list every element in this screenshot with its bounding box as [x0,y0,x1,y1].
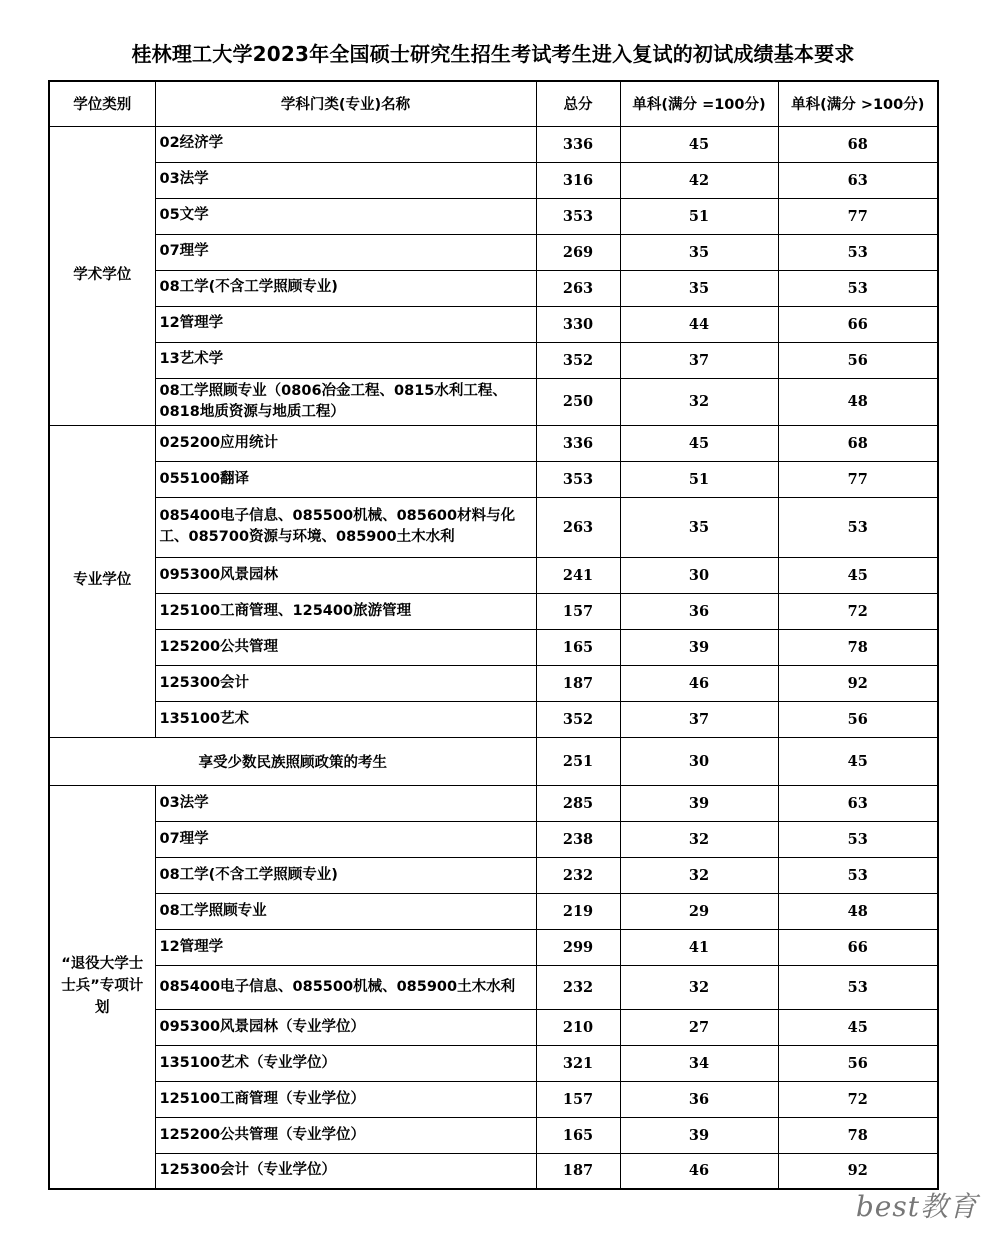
subject-name-cell: 025200应用统计 [155,425,536,461]
subject-name-cell: 08工学照顾专业 [155,893,536,929]
subject-name-cell: 055100翻译 [155,461,536,497]
total-score-cell: 330 [536,306,620,342]
single-100-cell: 36 [620,1081,778,1117]
total-score-cell: 353 [536,461,620,497]
total-score-cell: 157 [536,593,620,629]
subject-name-cell: 135100艺术 [155,701,536,737]
single-100-cell: 37 [620,342,778,378]
table-row [49,893,938,929]
subject-name-cell: 12管理学 [155,306,536,342]
subject-name-cell: 125200公共管理（专业学位） [155,1117,536,1153]
total-score-cell: 165 [536,629,620,665]
single-over-100-cell: 92 [778,1153,938,1189]
subject-name-cell: 02经济学 [155,126,536,162]
subject-name-cell: 03法学 [155,162,536,198]
single-over-100-cell: 77 [778,461,938,497]
table-row [49,342,938,378]
table-row-minority [49,737,938,785]
single-over-100-cell: 63 [778,162,938,198]
subject-name-cell: 085400电子信息、085500机械、085900土木水利 [155,965,536,1009]
page-title: 桂林理工大学2023年全国硕士研究生招生考试考生进入复试的初试成绩基本要求 [131,42,855,66]
total-score-cell: 353 [536,198,620,234]
table-row [49,929,938,965]
table-row [49,821,938,857]
total-score-cell: 352 [536,342,620,378]
header-single-100: 单科(满分 =100分) [620,81,778,126]
table-row [49,593,938,629]
subject-name-cell: 08工学(不含工学照顾专业) [155,857,536,893]
header-total: 总分 [536,81,620,126]
single-100-cell: 41 [620,929,778,965]
total-score-cell: 316 [536,162,620,198]
single-100-cell: 32 [620,378,778,425]
subject-name-cell: 05文学 [155,198,536,234]
total-score-cell: 232 [536,857,620,893]
subject-name-cell: 125100工商管理、125400旅游管理 [155,593,536,629]
subject-name-cell: 08工学(不含工学照顾专业) [155,270,536,306]
total-score-cell: 321 [536,1045,620,1081]
single-100-cell: 35 [620,497,778,557]
header-single-over-100: 单科(满分 >100分) [778,81,938,126]
single-over-100-cell: 45 [778,1009,938,1045]
table-row [49,270,938,306]
single-over-100-cell: 45 [778,557,938,593]
single-over-100-cell: 72 [778,593,938,629]
table-row [49,162,938,198]
table-row [49,126,938,162]
degree-type-cell: “退役大学士士兵”专项计划 [49,785,155,1189]
single-over-100-cell: 63 [778,785,938,821]
table-row [49,306,938,342]
single-100-cell: 30 [620,557,778,593]
subject-name-cell: 12管理学 [155,929,536,965]
single-over-100-cell: 77 [778,198,938,234]
total-score-cell: 219 [536,893,620,929]
table-row [49,497,938,557]
single-over-100-cell: 66 [778,306,938,342]
subject-name-cell: 085400电子信息、085500机械、085600材料与化工、085700资源与环境、085900土木水利 [155,497,536,557]
single-100-cell: 51 [620,198,778,234]
total-score-cell: 165 [536,1117,620,1153]
total-score-cell: 250 [536,378,620,425]
single-over-100-cell: 68 [778,126,938,162]
total-score-cell: 238 [536,821,620,857]
single-100-cell: 29 [620,893,778,929]
total-score-cell: 299 [536,929,620,965]
table-row [49,1117,938,1153]
single-100-cell: 45 [620,425,778,461]
total-score-cell: 157 [536,1081,620,1117]
single-100-cell: 32 [620,857,778,893]
table-row [49,234,938,270]
subject-name-cell: 095300风景园林（专业学位） [155,1009,536,1045]
subject-name-cell: 095300风景园林 [155,557,536,593]
degree-type-cell: 专业学位 [49,425,155,737]
single-over-100-cell: 56 [778,342,938,378]
single-over-100-cell: 53 [778,857,938,893]
single-100-cell: 51 [620,461,778,497]
single-100-cell: 32 [620,965,778,1009]
subject-name-cell: 125300会计（专业学位） [155,1153,536,1189]
single-over-100-cell: 53 [778,270,938,306]
subject-name-cell: 07理学 [155,234,536,270]
subject-name-cell: 135100艺术（专业学位） [155,1045,536,1081]
total-score-cell: 269 [536,234,620,270]
single-100-cell: 35 [620,270,778,306]
table-row [49,785,938,821]
header-degree-type: 学位类别 [49,81,155,126]
single-100-cell: 39 [620,1117,778,1153]
single-over-100-cell: 68 [778,425,938,461]
total-score-cell: 210 [536,1009,620,1045]
subject-name-cell: 08工学照顾专业（0806冶金工程、0815水利工程、0818地质资源与地质工程） [155,378,536,425]
table-row [49,665,938,701]
subject-name-cell: 125300会计 [155,665,536,701]
subject-name-cell: 125100工商管理（专业学位） [155,1081,536,1117]
single-100-cell: 39 [620,629,778,665]
single-over-100-cell: 53 [778,821,938,857]
single-over-100-cell: 78 [778,629,938,665]
single-100-cell: 46 [620,1153,778,1189]
single-over-100-cell: 53 [778,965,938,1009]
single-over-100-cell: 66 [778,929,938,965]
header-subject-name: 学科门类(专业)名称 [155,81,536,126]
table-row [49,701,938,737]
single-over-100-cell: 53 [778,497,938,557]
single-100-cell: 46 [620,665,778,701]
single-over-100-cell: 48 [778,893,938,929]
score-table [48,80,939,1190]
single-100-cell: 30 [620,737,778,785]
table-row [49,965,938,1009]
table-row [49,857,938,893]
single-100-cell: 36 [620,593,778,629]
total-score-cell: 241 [536,557,620,593]
single-100-cell: 44 [620,306,778,342]
total-score-cell: 285 [536,785,620,821]
total-score-cell: 232 [536,965,620,1009]
single-100-cell: 32 [620,821,778,857]
total-score-cell: 263 [536,270,620,306]
header-row [49,81,938,126]
single-100-cell: 35 [620,234,778,270]
minority-policy-cell: 享受少数民族照顾政策的考生 [49,737,536,785]
table-row [49,1009,938,1045]
single-over-100-cell: 56 [778,701,938,737]
subject-name-cell: 07理学 [155,821,536,857]
single-over-100-cell: 48 [778,378,938,425]
single-100-cell: 37 [620,701,778,737]
total-score-cell: 263 [536,497,620,557]
total-score-cell: 336 [536,126,620,162]
single-over-100-cell: 45 [778,737,938,785]
total-score-cell: 352 [536,701,620,737]
single-over-100-cell: 92 [778,665,938,701]
table-row [49,198,938,234]
single-over-100-cell: 56 [778,1045,938,1081]
degree-type-cell: 学术学位 [49,126,155,425]
single-over-100-cell: 72 [778,1081,938,1117]
subject-name-cell: 13艺术学 [155,342,536,378]
watermark: best教育 [855,1190,978,1223]
single-over-100-cell: 53 [778,234,938,270]
single-100-cell: 45 [620,126,778,162]
total-score-cell: 187 [536,1153,620,1189]
single-100-cell: 34 [620,1045,778,1081]
total-score-cell: 187 [536,665,620,701]
single-100-cell: 39 [620,785,778,821]
subject-name-cell: 125200公共管理 [155,629,536,665]
table-row [49,378,938,425]
table-row [49,1081,938,1117]
table-row [49,461,938,497]
single-over-100-cell: 78 [778,1117,938,1153]
subject-name-cell: 03法学 [155,785,536,821]
single-100-cell: 27 [620,1009,778,1045]
table-row [49,1153,938,1189]
table-row [49,629,938,665]
table-row [49,1045,938,1081]
table-row [49,557,938,593]
total-score-cell: 336 [536,425,620,461]
table-row [49,425,938,461]
single-100-cell: 42 [620,162,778,198]
total-score-cell: 251 [536,737,620,785]
